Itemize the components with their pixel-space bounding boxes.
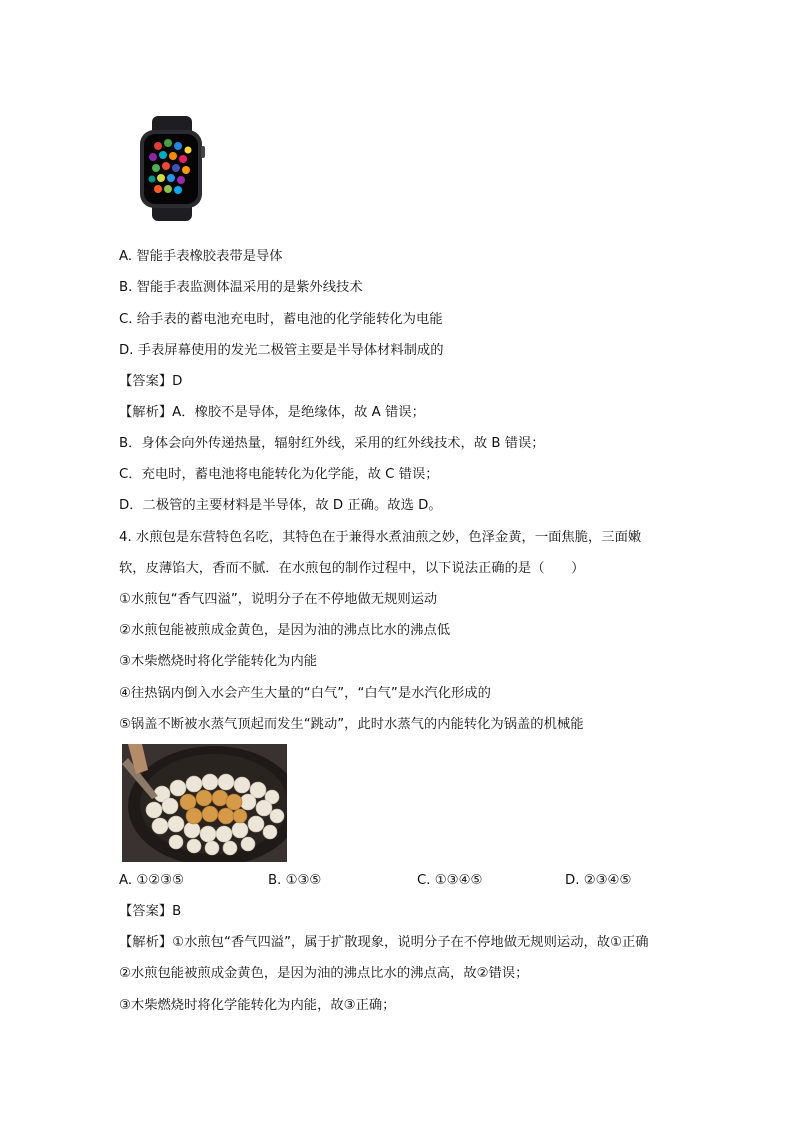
- q3-analysis-line: B．身体会向外传递热量，辐射红外线，采用的红外线技术，故 B 错误；: [119, 436, 545, 451]
- q4-statement: ③木柴燃烧时将化学能转化为内能: [119, 654, 318, 669]
- q3-answer: 【答案】D: [119, 374, 183, 389]
- option-b: B. 智能手表监测体温采用的是紫外线技术: [119, 280, 363, 295]
- q4-analysis-line: ③木柴燃烧时将化学能转化为内能，故③正确；: [119, 998, 396, 1013]
- q4-stem-line: 软，皮薄馅大，香而不腻．在水煎包的制作过程中，以下说法正确的是（ ）: [119, 561, 585, 576]
- q4-statement: ④往热锅内倒入水会产生大量的“白气”，“白气”是水汽化形成的: [119, 686, 491, 701]
- q4-choice-a: A. ①②③⑤: [119, 873, 184, 888]
- q4-choice-d: D. ②③④⑤: [565, 873, 632, 888]
- q4-answer: 【答案】B: [119, 904, 182, 919]
- option-a: A. 智能手表橡胶表带是导体: [119, 249, 283, 264]
- option-d: D. 手表屏幕使用的发光二极管主要是半导体材料制成的: [119, 343, 444, 358]
- option-c: C. 给手表的蓄电池充电时，蓄电池的化学能转化为电能: [119, 312, 443, 327]
- q3-analysis-line: C．充电时，蓄电池将电能转化为化学能，故 C 错误；: [119, 467, 439, 482]
- q4-analysis-line: ②水煎包能被煎成金黄色，是因为油的沸点比水的沸点高，故②错误；: [119, 966, 529, 981]
- q4-statement: ⑤锅盖不断被水蒸气顶起而发生“跳动”，此时水蒸气的内能转化为锅盖的机械能: [119, 717, 584, 732]
- q4-choice-c: C. ①③④⑤: [417, 873, 483, 888]
- q3-analysis-line: D．二极管的主要材料是半导体，故 D 正确。故选 D。: [119, 498, 442, 513]
- q3-analysis-line: 【解析】A．橡胶不是导体，是绝缘体，故 A 错误；: [119, 405, 425, 420]
- q4-stem-line: 4. 水煎包是东营特色名吃，其特色在于兼得水煮油煎之妙，色泽金黄，一面焦脆，三面嫩: [119, 530, 642, 545]
- q4-statement: ①水煎包“香气四溢”，说明分子在不停地做无规则运动: [119, 592, 438, 607]
- q4-analysis-line: 【解析】①水煎包“香气四溢”，属于扩散现象，说明分子在不停地做无规则运动，故①正确: [119, 935, 649, 950]
- smartwatch-image: [136, 116, 208, 221]
- q4-choice-b: B. ①③⑤: [268, 873, 322, 888]
- q4-statement: ②水煎包能被煎成金黄色，是因为油的沸点比水的沸点低: [119, 623, 451, 638]
- fried-buns-photo: [122, 744, 287, 862]
